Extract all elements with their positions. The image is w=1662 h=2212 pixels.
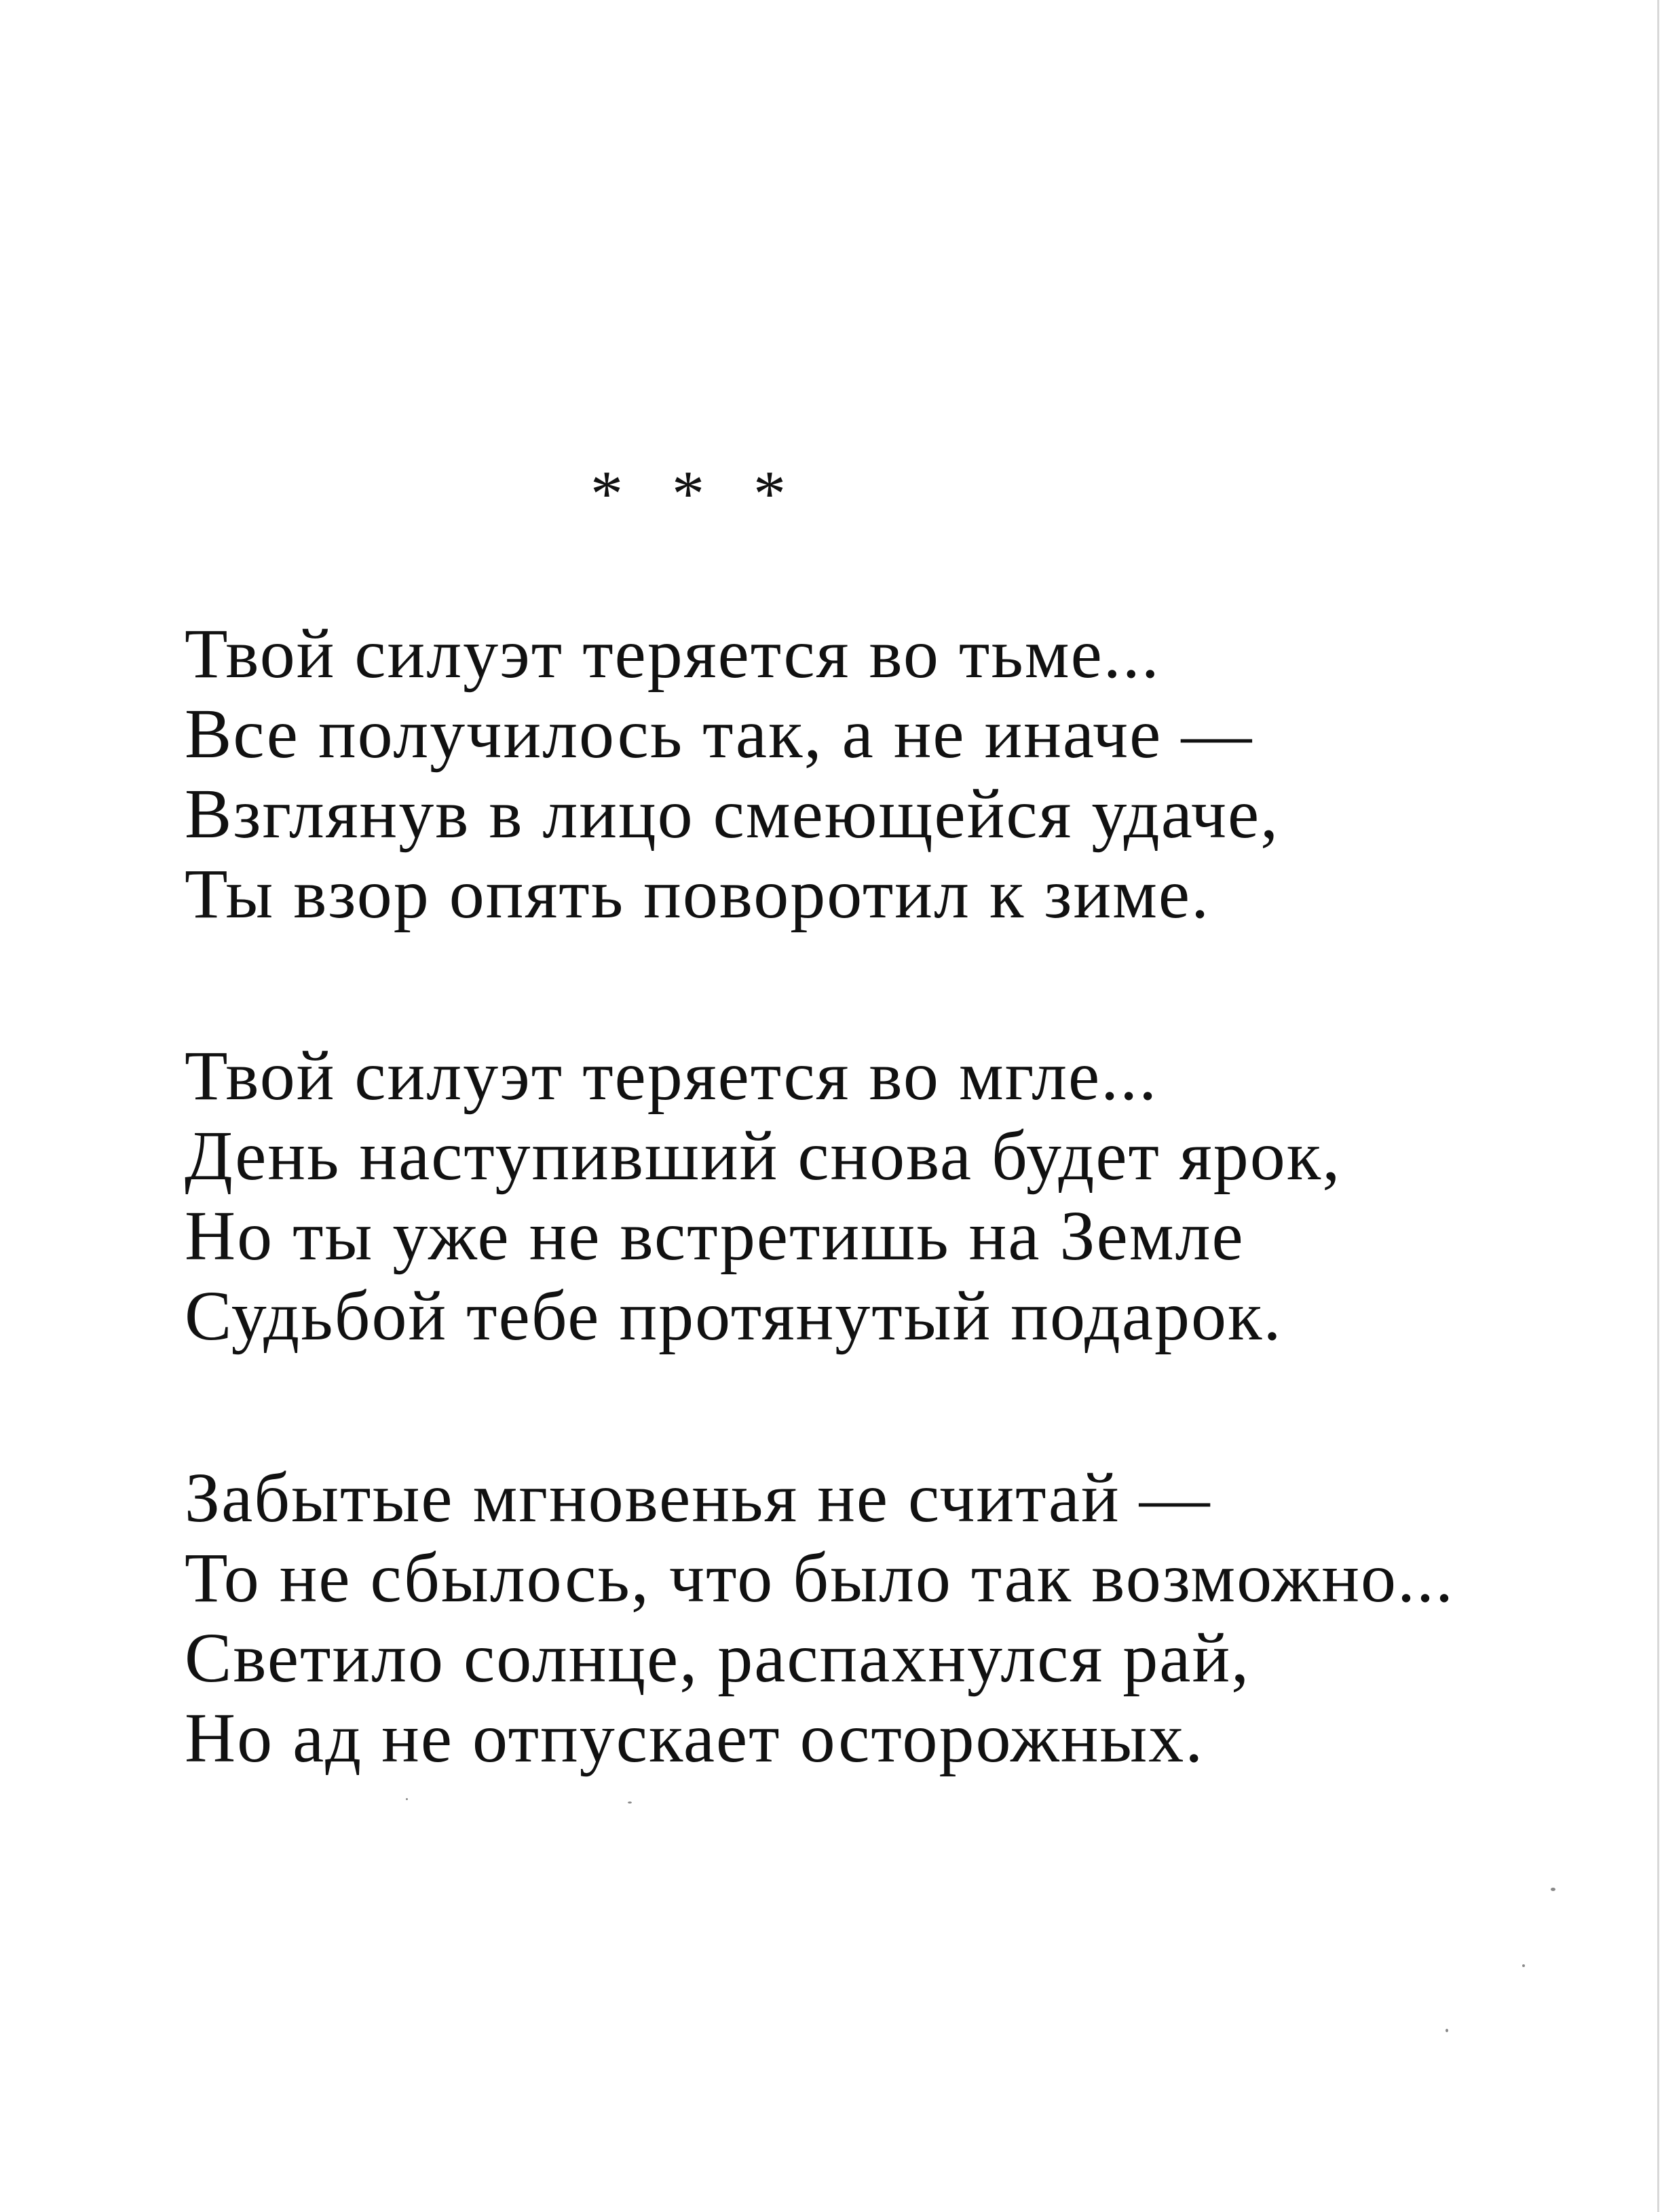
poem-stanza — [185, 1458, 1576, 1778]
poem — [185, 614, 1576, 1880]
poem-line: Ты взор опять поворотил к зиме. — [185, 855, 1211, 933]
scan-speck — [628, 1801, 632, 1804]
poem-line: Все получилось так, а не иначе — — [185, 695, 1253, 773]
poem-line: Но ад не отпускает осторожных. — [185, 1699, 1205, 1777]
poem-line: Но ты уже не встретишь на Земле — [185, 1197, 1245, 1275]
poem-line: Твой силуэт теряется во тьме... — [185, 615, 1160, 693]
poem-line: Забытые мгновенья не считай — — [185, 1459, 1211, 1537]
poem-line: Взглянув в лицо смеющейся удаче, — [185, 775, 1280, 853]
scan-speck — [406, 1798, 408, 1800]
poem-line: Светило солнце, распахнулся рай, — [185, 1619, 1251, 1697]
stanza-separator-asterisks: * * * — [590, 457, 786, 530]
scan-speck — [1551, 1888, 1555, 1891]
scan-speck — [1522, 1964, 1525, 1967]
scan-speck — [1446, 2029, 1448, 2032]
poem-line: День наступивший снова будет ярок, — [185, 1117, 1342, 1195]
poem-stanza — [185, 614, 1576, 934]
poem-line: Твой силуэт теряется во мгле... — [185, 1037, 1158, 1115]
poem-line: То не сбылось, что было так возможно... — [185, 1539, 1455, 1617]
poem-line: Судьбой тебе протянутый подарок. — [185, 1277, 1283, 1355]
poem-stanza — [185, 1036, 1576, 1356]
page-edge — [1657, 0, 1659, 2212]
